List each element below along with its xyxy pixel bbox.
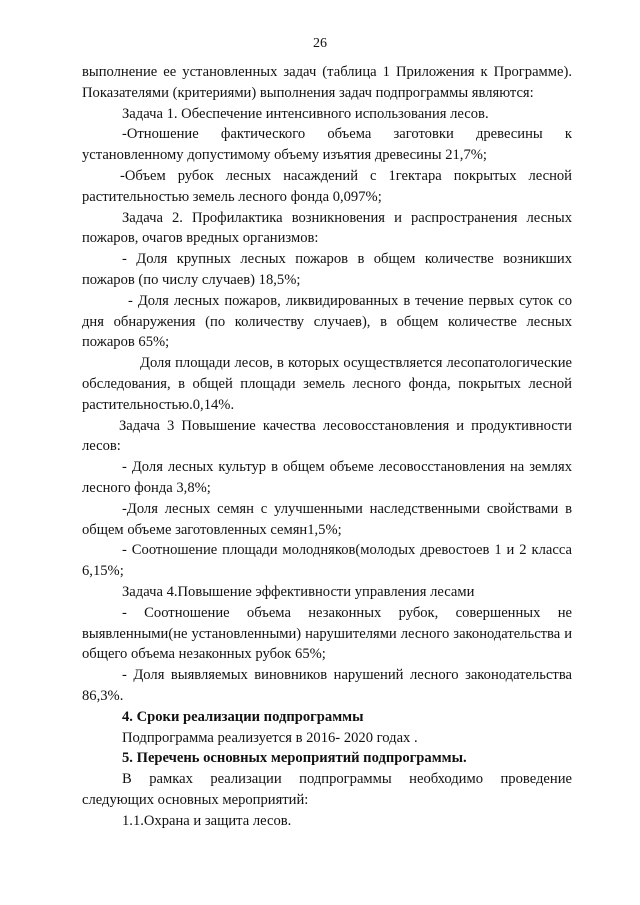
paragraph-intro: выполнение ее установленных задач (таблица 1 Приложения к Программе). Показателями (критериями) выполнения задач подпрограммы являются: xyxy=(82,64,572,101)
page-number: 26 xyxy=(313,36,327,51)
task-4-indicator-2: - Доля выявляемых виновников нарушений лесного законодательства 86,3%. xyxy=(82,667,572,704)
task-4-indicator-1: - Соотношение объема незаконных рубок, совершенных не выявленными(не установленными) нарушителями лесного законодательства и общего объема незаконных рубок 65%; xyxy=(82,604,572,663)
task-2-heading: Задача 2. Профилактика возникновения и распространения лесных пожаров, очагов вредных организмов: xyxy=(82,209,572,247)
section-5-text: В рамках реализации подпрограммы необходимо проведение следующих основных мероприятий: xyxy=(82,771,572,808)
task-1-indicator-2: -Объем рубок лесных насаждений с 1гектара покрытых лесной растительностью земель лесного фонда 0,097%; xyxy=(82,167,572,205)
section-5-heading: 5. Перечень основных мероприятий подпрограммы. xyxy=(122,750,467,767)
task-1-heading: Задача 1. Обеспечение интенсивного использования лесов. xyxy=(122,105,489,122)
section-5-item: 1.1.Охрана и защита лесов. xyxy=(122,812,292,829)
task-1-indicator-1: -Отношение фактического объема заготовки древесины к установленному допустимому объему изъятия древесины 21,7%; xyxy=(82,126,572,164)
section-4-text: Подпрограмма реализуется в 2016- 2020 годах . xyxy=(122,729,418,746)
section-4-heading: 4. Сроки реализации подпрограммы xyxy=(122,708,364,725)
task-3-indicator-2: -Доля лесных семян с улучшенными наследственными свойствами в общем объеме заготовленных семян1,5%; xyxy=(82,500,572,538)
task-2-indicator-2: - Доля лесных пожаров, ликвидированных в течение первых суток со дня обнаружения (по количеству случаев), в общем количестве лесных пожаров 65%; xyxy=(82,292,572,351)
task-3-heading: Задача 3 Повышение качества лесовосстановления и продуктивности лесов: xyxy=(82,417,572,455)
document-body xyxy=(82,62,572,831)
task-3-indicator-3: - Соотношение площади молодняков(молодых древостоев 1 и 2 класса 6,15%; xyxy=(82,542,572,580)
task-2-indicator-1: - Доля крупных лесных пожаров в общем количестве возникших пожаров (по числу случаев) 18,5%; xyxy=(82,251,572,288)
task-4-heading: Задача 4.Повышение эффективности управления лесами xyxy=(122,583,475,600)
task-2-indicator-3: Доля площади лесов, в которых осуществляется лесопатологические обследования, в общей площади земель лесного фонда, покрытых лесной растительностью.0,14%. xyxy=(82,355,572,413)
task-3-indicator-1: - Доля лесных культур в общем объеме лесовосстановления на землях лесного фонда 3,8%; xyxy=(82,459,572,496)
